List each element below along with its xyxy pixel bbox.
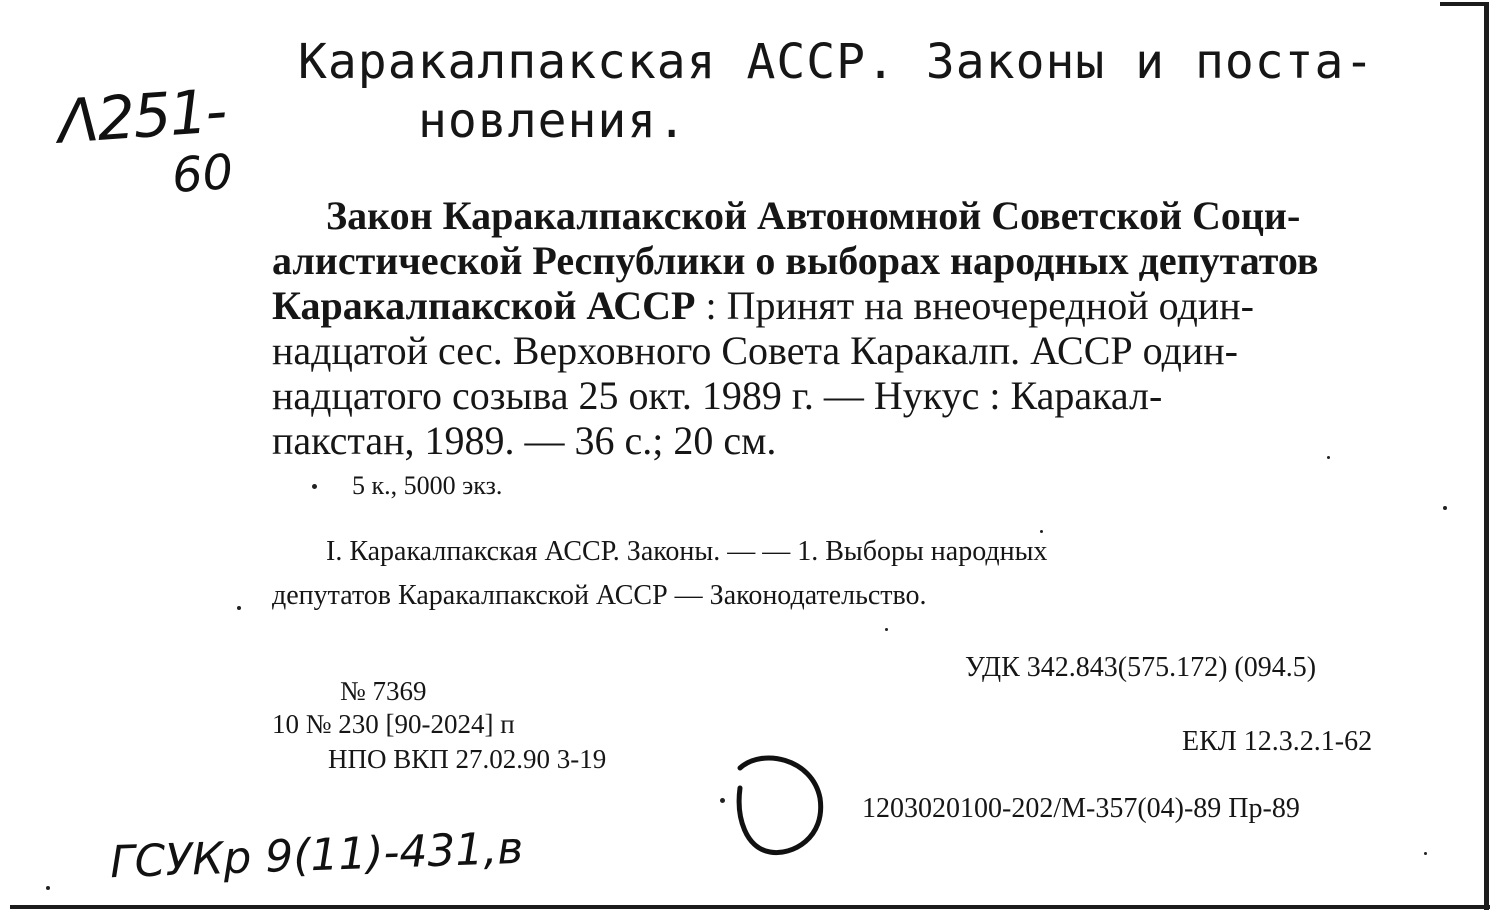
- handwritten-inventory-note: ГСУКр 9(11)-431,в: [109, 822, 525, 889]
- handwritten-shelf-mark: Λ251-: [55, 76, 228, 158]
- title-line-3-rest: : Принят на внеочередной один-: [695, 283, 1254, 328]
- title-line-1: Закон Каракалпакской Автономной Советской Соци-: [326, 193, 1301, 238]
- ink-speck: [885, 628, 888, 631]
- ink-speck: [1040, 530, 1043, 533]
- title-line-6: пакстан, 1989. — 36 с.; 20 см.: [272, 418, 777, 463]
- ink-speck: [312, 484, 317, 489]
- ink-speck: [720, 798, 725, 803]
- ink-speck: [1424, 852, 1427, 855]
- title-line-2: алистической Республики о выборах народных депутатов: [272, 238, 1319, 283]
- udk-code: УДК 342.843(575.172) (094.5): [965, 652, 1317, 683]
- heading-line-2: новления.: [418, 93, 688, 149]
- printing-info: НПО ВКП 27.02.90 3-19: [328, 744, 607, 774]
- copyright-circle-icon: [732, 748, 828, 858]
- price-and-print-run: 5 к., 5000 экз.: [352, 471, 503, 500]
- subject-heading-line-2: депутатов Каракалпакской АССР — Законодательство.: [272, 580, 927, 611]
- title-line-5: надцатого созыва 25 окт. 1989 г. — Нукус : Каракал-: [272, 373, 1163, 418]
- card-border-right: [1484, 4, 1489, 910]
- title-line-3-bold: Каракалпакской АССР: [272, 283, 696, 328]
- handwritten-shelf-mark-number: 60: [170, 143, 235, 205]
- ink-speck: [1327, 456, 1330, 459]
- ekl-code: ЕКЛ 12.3.2.1-62: [1182, 726, 1373, 757]
- ink-speck: [1443, 506, 1447, 510]
- card-border-corner: [1440, 2, 1489, 6]
- heading-line-1: Каракалпакская АССР. Законы и поста-: [298, 34, 1375, 90]
- order-number: 10 № 230 [90-2024] п: [272, 709, 515, 739]
- card-number: № 7369: [340, 676, 427, 706]
- ink-speck: [46, 886, 50, 890]
- classification-code: 1203020100-202/М-357(04)-89 Пр-89: [862, 793, 1300, 824]
- title-line-3: [272, 283, 1254, 328]
- subject-heading-line-1: I. Каракалпакская АССР. Законы. — — 1. Выборы народных: [326, 536, 1048, 567]
- card-border-bottom: [10, 905, 1490, 909]
- ink-speck: [237, 606, 241, 610]
- title-line-4: надцатой сес. Верховного Совета Каракалп. АССР один-: [272, 328, 1238, 373]
